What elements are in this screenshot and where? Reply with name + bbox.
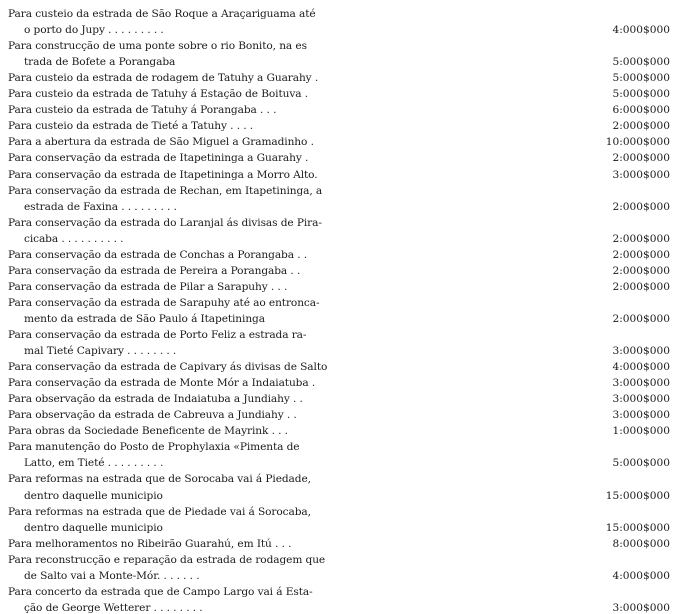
entry-amount: 4:000$000 xyxy=(612,569,670,582)
entry-description: Para a abertura da estrada de São Miguel a Gramadinho . xyxy=(8,136,314,149)
entry-description: Para melhoramentos no Ribeirão Guarahú, em Itú . . . xyxy=(8,537,292,550)
entry-description: Para conservação da estrada de Itapetininga a Guarahy . xyxy=(8,152,309,165)
entry-amount: 15:000$000 xyxy=(605,521,670,534)
entry-amount: 4:000$000 xyxy=(612,24,670,37)
entry-amount: 6:000$000 xyxy=(612,104,670,117)
entry-description: Para custeio da estrada de rodagem de Tatuhy a Guarahy . xyxy=(8,72,319,85)
entry-amount: 3:000$000 xyxy=(612,377,670,390)
entry-amount: 3:000$000 xyxy=(612,409,670,422)
entry-description-continued: dentro daquelle municipio xyxy=(24,489,163,502)
entry-amount: 1:000$000 xyxy=(612,425,670,438)
entry-description-continued: dentro daquelle municipio xyxy=(24,521,163,534)
entry-amount: 3:000$000 xyxy=(612,393,670,406)
entry-amount: 2:000$000 xyxy=(612,248,670,261)
entry-amount: 2:000$000 xyxy=(612,152,670,165)
entry-description: Para observação da estrada de Indaiatuba a Jundiahy . . xyxy=(8,393,303,406)
entry-description: Para obras da Sociedade Beneficente de Mayrink . . . xyxy=(8,425,288,438)
entry-amount: 4:000$000 xyxy=(612,361,670,374)
entry-description-continued: cicaba . . . . . . . . . . xyxy=(24,232,124,245)
entry-description: Para custeio da estrada de Tieté a Tatuhy . . . . xyxy=(8,120,254,133)
entry-amount: 2:000$000 xyxy=(612,280,670,293)
entry-amount: 2:000$000 xyxy=(612,120,670,133)
entry-amount: 3:000$000 xyxy=(612,601,670,614)
entry-description: Para concerto da estrada que de Campo Largo vai á Esta- xyxy=(8,585,313,598)
entry-description-continued: trada de Bofete a Porangaba xyxy=(24,56,176,69)
entry-description-continued: o porto do Jupy . . . . . . . . . xyxy=(24,24,164,37)
entry-description: Para construcção de uma ponte sobre o rio Bonito, na es xyxy=(8,40,307,53)
entry-amount: 3:000$000 xyxy=(612,345,670,358)
entry-description-continued: mento da estrada de São Paulo á Itapetininga xyxy=(24,312,265,325)
entry-amount: 5:000$000 xyxy=(612,457,670,470)
entry-amount: 5:000$000 xyxy=(612,88,670,101)
entry-description: Para observação da estrada de Cabreuva a Jundiahy . . xyxy=(8,409,297,422)
entry-amount: 2:000$000 xyxy=(612,200,670,213)
entry-description: Para conservação da estrada de Monte Mór a Indaiatuba . xyxy=(8,377,316,390)
entry-description: Para custeio da estrada de Tatuhy á Porangaba . . . xyxy=(8,104,277,117)
entry-description: Para conservação da estrada de Itapetininga a Morro Alto. xyxy=(8,168,318,181)
entry-description: Para custeio da estrada de Tatuhy á Estação de Boituva . xyxy=(8,88,308,101)
entry-amount: 15:000$000 xyxy=(605,489,670,502)
entry-amount: 2:000$000 xyxy=(612,264,670,277)
entry-description: Para conservação da estrada de Sarapuhy até ao entronca- xyxy=(8,296,320,309)
entry-description: Para conservação da estrada de Rechan, em Itapetininga, a xyxy=(8,184,323,197)
entry-description: Para conservação da estrada de Capivary ás divisas de Salto xyxy=(8,361,328,374)
entry-amount: 3:000$000 xyxy=(612,168,670,181)
entry-amount: 5:000$000 xyxy=(612,56,670,69)
entry-description: Para conservação da estrada de Pereira a Porangaba . . xyxy=(8,264,301,277)
entry-description-continued: Latto, em Tieté . . . . . . . . . xyxy=(24,457,164,470)
entry-amount: 8:000$000 xyxy=(612,537,670,550)
entry-description: Para conservação da estrada de Porto Feliz a estrada ra- xyxy=(8,329,307,341)
entry-description-continued: de Salto vai a Monte-Mór. . . . . . . xyxy=(24,569,200,582)
entry-description: Para conservação da estrada de Conchas a Porangaba . . xyxy=(8,248,308,261)
entry-amount: 5:000$000 xyxy=(612,72,670,85)
entry-description: Para manutenção do Posto de Prophylaxia «Pimenta de xyxy=(8,441,300,454)
entry-description-continued: estrada de Faxina . . . . . . . . . xyxy=(24,200,177,213)
entry-description: Para conservação da estrada de Pilar a Sarapuhy . . . xyxy=(8,280,288,293)
entry-amount: 2:000$000 xyxy=(612,232,670,245)
entry-description-continued: mal Tieté Capivary . . . . . . . . xyxy=(24,345,177,358)
entry-amount: 2:000$000 xyxy=(612,312,670,325)
entry-amount: 10:000$000 xyxy=(605,136,670,149)
entry-description: Para reformas na estrada que de Piedade vai á Sorocaba, xyxy=(8,505,311,518)
entry-description: Para custeio da estrada de São Roque a Araçariguama até xyxy=(8,8,316,20)
entry-description: Para conservação da estrada do Laranjal ás divisas de Pira- xyxy=(8,216,322,229)
entry-description: Para reformas na estrada que de Sorocaba vai á Piedade, xyxy=(8,473,311,486)
entry-description-continued: ção de George Wetterer . . . . . . . . xyxy=(24,601,203,614)
entry-description: Para reconstrucção e reparação da estrada de rodagem que xyxy=(8,553,326,566)
